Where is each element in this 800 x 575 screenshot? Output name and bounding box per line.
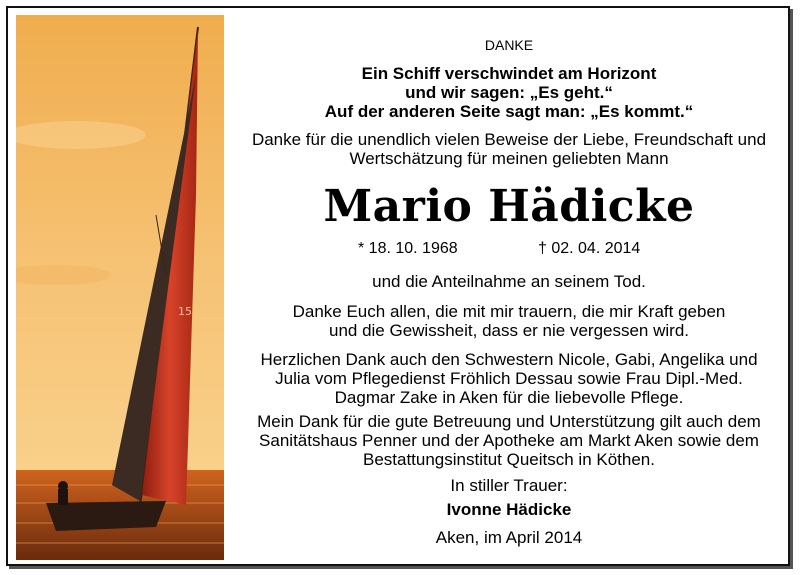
para2-line-2: Julia vom Pflegedienst Fröhlich Dessau sowie Frau Dipl.-Med. xyxy=(275,369,743,388)
sailboat-image xyxy=(16,15,224,560)
birth-date: * 18. 10. 1968 xyxy=(358,240,458,257)
life-dates xyxy=(236,240,782,260)
signer-name: Ivonne Hädicke xyxy=(446,500,572,519)
para3-line-3: Bestattungsinstitut Queitsch in Köthen. xyxy=(362,450,655,469)
sailboat-photo xyxy=(16,15,224,560)
para1-line-1: Danke Euch allen, die mit mir trauern, die mir Kraft geben xyxy=(292,302,726,321)
para2-line-1: Herzlichen Dank auch den Schwestern Nicole, Gabi, Angelika und xyxy=(260,350,758,369)
header-title: DANKE xyxy=(484,37,534,53)
intro-line-2: Wertschätzung für meinen geliebten Mann xyxy=(349,149,669,168)
mourning-line: In stiller Trauer: xyxy=(450,476,568,495)
death-date: † 02. 04. 2014 xyxy=(538,240,641,257)
intro-line-1: Danke für die unendlich vielen Beweise der Liebe, Freundschaft und xyxy=(251,130,767,149)
sail-number: 15 xyxy=(178,305,192,318)
para1-line-2: und die Gewissheit, dass er nie vergessen wird. xyxy=(328,321,689,340)
quote-line-3: Auf der anderen Seite sagt man: „Es kommt.“ xyxy=(324,102,694,121)
place-date: Aken, im April 2014 xyxy=(435,528,583,547)
para3-line-2: Sanitätshaus Penner und der Apotheke am Markt Aken sowie dem xyxy=(259,431,759,450)
para3-line-1: Mein Dank für die gute Betreuung und Unterstützung gilt auch dem xyxy=(257,412,761,431)
quote-line-2: und wir sagen: „Es geht.“ xyxy=(405,83,613,102)
obituary-card xyxy=(6,6,790,566)
sympathy-line: und die Anteilnahme an seinem Tod. xyxy=(372,272,646,291)
deceased-name: Mario Hädicke xyxy=(323,181,695,232)
para2-line-3: Dagmar Zake in Aken für die liebevolle Pflege. xyxy=(334,388,684,407)
quote-line-1: Ein Schiff verschwindet am Horizont xyxy=(361,64,657,83)
